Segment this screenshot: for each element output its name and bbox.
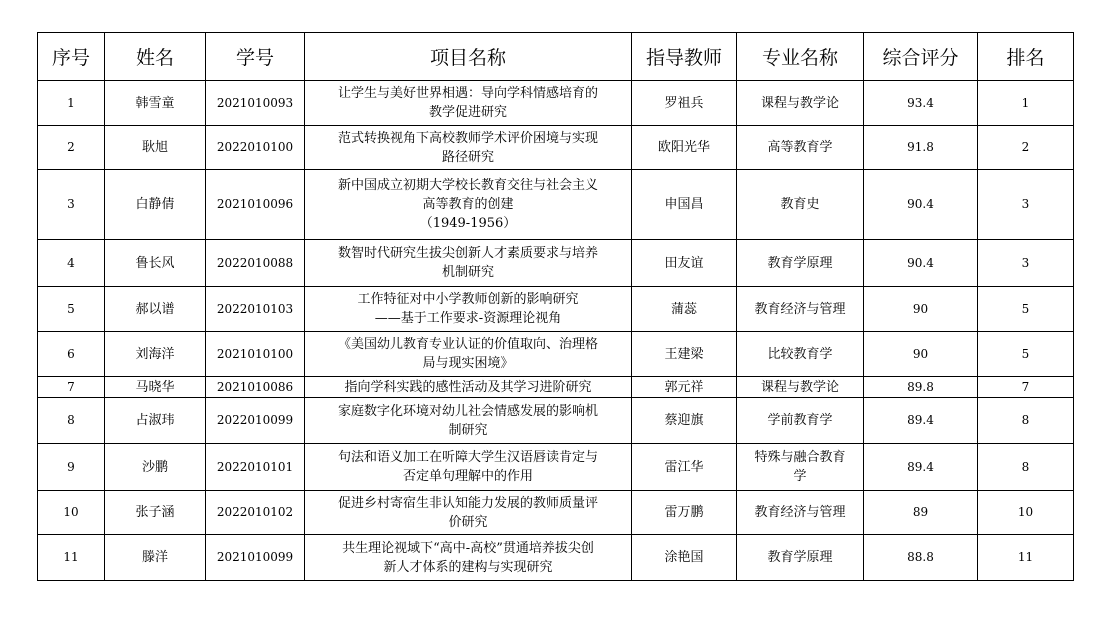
cell-name: 沙鹏 <box>105 444 206 491</box>
header-name: 姓名 <box>105 33 206 81</box>
cell-project-line: 《美国幼儿教育专业认证的价值取向、治理格 <box>337 337 598 352</box>
cell-score: 91.8 <box>864 126 978 170</box>
cell-major-line: 学 <box>793 469 807 484</box>
cell-rank: 10 <box>978 491 1074 535</box>
cell-project-line: 范式转换视角下高校教师学术评价困境与实现 <box>337 130 598 146</box>
cell-rank: 11 <box>978 535 1074 581</box>
cell-rank: 1 <box>978 81 1074 126</box>
table-row <box>38 287 1074 332</box>
cell-project-line: 指向学科实践的感性活动及其学习进阶研究 <box>344 379 592 395</box>
cell-project-line: 工作特征对中小学教师创新的影响研究 <box>357 292 579 307</box>
cell-project-line: 价研究 <box>448 514 488 530</box>
cell-project-line: 让学生与美好世界相遇：导向学科情感培育的 <box>337 86 598 101</box>
cell-advisor: 田友谊 <box>632 240 737 287</box>
cell-name: 马晓华 <box>105 377 206 398</box>
cell-major <box>737 444 864 491</box>
cell-student-id: 2022010099 <box>206 398 305 444</box>
cell-rank: 7 <box>978 377 1074 398</box>
cell-score: 89.4 <box>864 398 978 444</box>
cell-major <box>737 332 864 377</box>
header-project: 项目名称 <box>305 33 632 81</box>
cell-name: 张子涵 <box>105 491 206 535</box>
cell-major <box>737 491 864 535</box>
cell-rank: 3 <box>978 170 1074 240</box>
cell-project-line: 句法和语义加工在听障大学生汉语唇读肯定与 <box>337 450 598 465</box>
cell-project <box>305 491 632 535</box>
cell-project-line: 制研究 <box>448 422 488 438</box>
cell-major <box>737 377 864 398</box>
table-row <box>38 81 1074 126</box>
table-row <box>38 398 1074 444</box>
cell-project-line: 局与现实困境》 <box>422 356 514 371</box>
cell-student-id: 2021010100 <box>206 332 305 377</box>
cell-major-line: 课程与教学论 <box>760 379 839 395</box>
table-row <box>38 377 1074 398</box>
table-row <box>38 444 1074 491</box>
cell-student-id: 2022010101 <box>206 444 305 491</box>
cell-project-line: 新人才体系的建构与实现研究 <box>383 559 553 575</box>
cell-major <box>737 535 864 581</box>
cell-project-line: 机制研究 <box>441 265 494 280</box>
cell-major <box>737 398 864 444</box>
table-row <box>38 170 1074 240</box>
cell-student-id: 2021010086 <box>206 377 305 398</box>
cell-major-line: 比较教育学 <box>767 346 833 362</box>
cell-project-line: 高等教育的创建 <box>422 197 514 212</box>
cell-name: 刘海洋 <box>105 332 206 377</box>
cell-advisor: 蒲蕊 <box>632 287 737 332</box>
cell-project <box>305 240 632 287</box>
cell-major <box>737 240 864 287</box>
cell-advisor: 王建梁 <box>632 332 737 377</box>
cell-major-line: 教育经济与管理 <box>754 301 846 317</box>
table-header-row <box>38 33 1074 81</box>
cell-score: 89.8 <box>864 377 978 398</box>
cell-name: 韩雪童 <box>105 81 206 126</box>
cell-rank: 8 <box>978 444 1074 491</box>
cell-score: 93.4 <box>864 81 978 126</box>
cell-project <box>305 444 632 491</box>
cell-score: 90.4 <box>864 170 978 240</box>
cell-name: 郝以谱 <box>105 287 206 332</box>
cell-name: 滕洋 <box>105 535 206 581</box>
cell-score: 90 <box>864 332 978 377</box>
cell-project-line: 共生理论视域下“高中-高校”贯通培养拔尖创 <box>342 540 594 556</box>
cell-major-line: 课程与教学论 <box>760 95 839 111</box>
cell-score: 88.8 <box>864 535 978 581</box>
cell-rank: 2 <box>978 126 1074 170</box>
cell-rank: 5 <box>978 332 1074 377</box>
cell-major-line: 高等教育学 <box>767 140 833 155</box>
cell-advisor: 罗祖兵 <box>632 81 737 126</box>
header-seq: 序号 <box>38 33 105 81</box>
cell-major-line: 教育史 <box>780 197 820 212</box>
cell-advisor: 欧阳光华 <box>632 126 737 170</box>
cell-student-id: 2022010088 <box>206 240 305 287</box>
cell-major <box>737 126 864 170</box>
table-row <box>38 332 1074 377</box>
cell-major-line: 特殊与融合教育 <box>754 450 846 465</box>
header-major: 专业名称 <box>737 33 864 81</box>
header-advisor: 指导教师 <box>632 33 737 81</box>
cell-score: 90.4 <box>864 240 978 287</box>
cell-rank: 8 <box>978 398 1074 444</box>
cell-advisor: 郭元祥 <box>632 377 737 398</box>
cell-project-line: 路径研究 <box>441 149 494 165</box>
cell-project-line: ——基于工作要求-资源理论视角 <box>374 311 562 326</box>
cell-advisor: 雷江华 <box>632 444 737 491</box>
cell-seq: 3 <box>38 170 105 240</box>
cell-major-line: 学前教育学 <box>767 413 833 428</box>
cell-student-id: 2021010099 <box>206 535 305 581</box>
cell-score: 89.4 <box>864 444 978 491</box>
cell-project-line: 促进乡村寄宿生非认知能力发展的教师质量评 <box>337 495 598 511</box>
cell-project <box>305 287 632 332</box>
cell-project-line: （1949-1956） <box>419 216 517 231</box>
cell-project-line: 家庭数字化环境对幼儿社会情感发展的影响机 <box>337 403 598 419</box>
table-body <box>38 81 1074 581</box>
cell-advisor: 涂艳国 <box>632 535 737 581</box>
cell-student-id: 2022010103 <box>206 287 305 332</box>
cell-major <box>737 81 864 126</box>
cell-seq: 6 <box>38 332 105 377</box>
cell-student-id: 2022010102 <box>206 491 305 535</box>
cell-project-line: 否定单句理解中的作用 <box>402 469 533 484</box>
header-student-id: 学号 <box>206 33 305 81</box>
cell-student-id: 2021010093 <box>206 81 305 126</box>
cell-project-line: 数智时代研究生拔尖创新人才素质要求与培养 <box>337 246 598 261</box>
cell-seq: 2 <box>38 126 105 170</box>
cell-major <box>737 170 864 240</box>
cell-project <box>305 81 632 126</box>
cell-seq: 8 <box>38 398 105 444</box>
cell-major-line: 教育学原理 <box>767 255 833 271</box>
cell-seq: 5 <box>38 287 105 332</box>
cell-project-line: 新中国成立初期大学校长教育交往与社会主义 <box>337 178 598 193</box>
cell-advisor: 雷万鹏 <box>632 491 737 535</box>
cell-project <box>305 377 632 398</box>
cell-major <box>737 287 864 332</box>
cell-major-line: 教育经济与管理 <box>754 505 846 520</box>
cell-seq: 7 <box>38 377 105 398</box>
cell-student-id: 2021010096 <box>206 170 305 240</box>
cell-student-id: 2022010100 <box>206 126 305 170</box>
cell-name: 占淑玮 <box>105 398 206 444</box>
table-row <box>38 240 1074 287</box>
results-table <box>37 32 1074 581</box>
cell-name: 白静倩 <box>105 170 206 240</box>
header-rank: 排名 <box>978 33 1074 81</box>
cell-advisor: 申国昌 <box>632 170 737 240</box>
cell-seq: 4 <box>38 240 105 287</box>
cell-seq: 10 <box>38 491 105 535</box>
cell-project <box>305 170 632 240</box>
cell-project <box>305 535 632 581</box>
cell-seq: 11 <box>38 535 105 581</box>
cell-rank: 5 <box>978 287 1074 332</box>
cell-score: 89 <box>864 491 978 535</box>
cell-rank: 3 <box>978 240 1074 287</box>
table-row <box>38 491 1074 535</box>
table-row <box>38 126 1074 170</box>
cell-advisor: 蔡迎旗 <box>632 398 737 444</box>
header-score: 综合评分 <box>864 33 978 81</box>
table-row <box>38 535 1074 581</box>
cell-project <box>305 332 632 377</box>
cell-project <box>305 398 632 444</box>
cell-project-line: 教学促进研究 <box>428 105 507 120</box>
cell-seq: 9 <box>38 444 105 491</box>
cell-major-line: 教育学原理 <box>767 550 833 565</box>
cell-name: 耿旭 <box>105 126 206 170</box>
cell-seq: 1 <box>38 81 105 126</box>
cell-project <box>305 126 632 170</box>
cell-score: 90 <box>864 287 978 332</box>
cell-name: 鲁长风 <box>105 240 206 287</box>
